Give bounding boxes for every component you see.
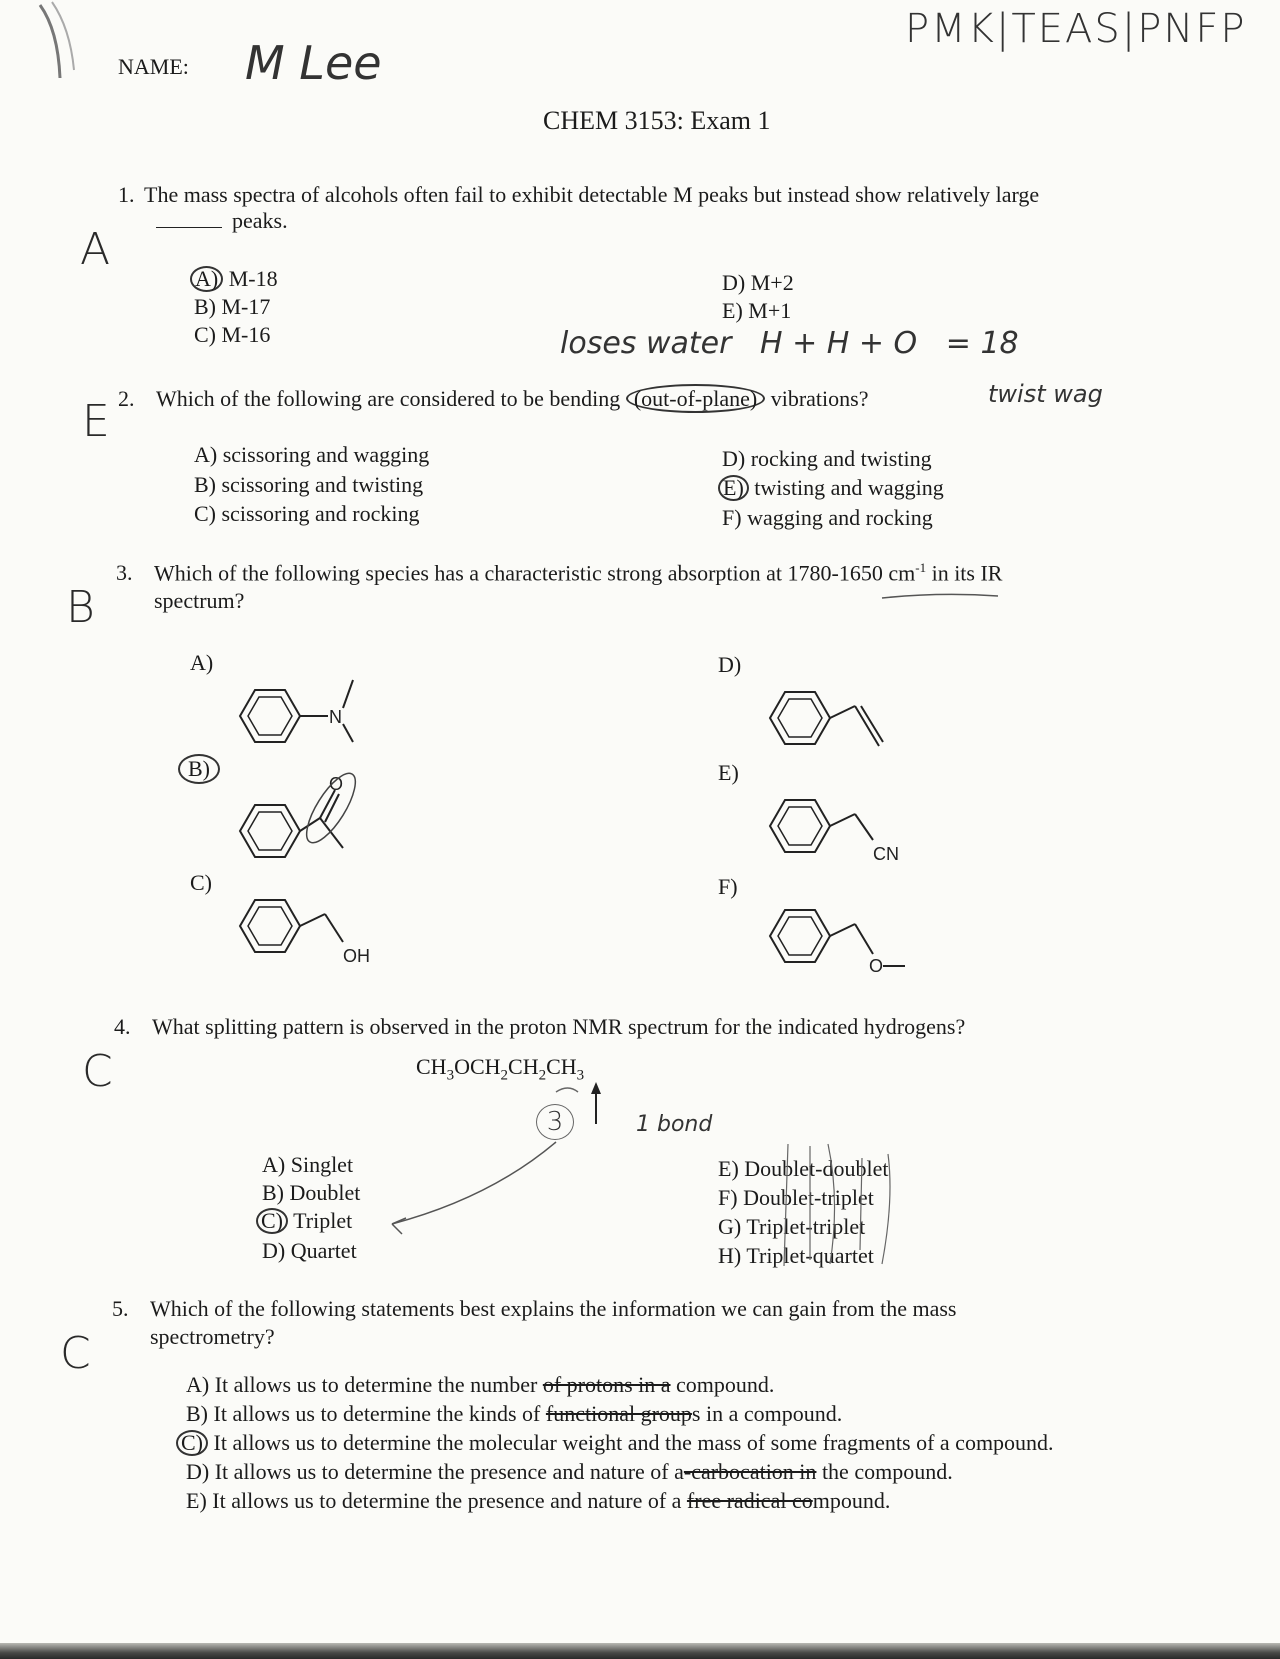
q2-text-highlight: (out-of-plane) bbox=[626, 384, 765, 413]
q1-option-b[interactable] bbox=[194, 292, 270, 321]
q3-structure-b bbox=[225, 770, 385, 880]
q2-option-b-letter: B) bbox=[194, 472, 216, 497]
q1-option-a-text: M-18 bbox=[228, 266, 278, 291]
q2-option-c[interactable] bbox=[194, 499, 419, 528]
q3-option-a-letter[interactable]: A) bbox=[190, 650, 214, 675]
q4-pointer-line bbox=[380, 1138, 560, 1238]
q3-option-f-letter[interactable]: F) bbox=[718, 874, 738, 899]
q3-option-e-letter[interactable]: E) bbox=[718, 760, 739, 785]
q3-option-c-letter[interactable]: C) bbox=[190, 870, 212, 895]
q4-option-f-text: Doublet-triplet bbox=[743, 1185, 874, 1210]
q3-option-b-circled: B) bbox=[178, 754, 220, 784]
q2-option-f-text: wagging and rocking bbox=[747, 505, 933, 530]
q1-note: loses water H + H + O = 18 bbox=[560, 326, 1019, 361]
student-name: M Lee bbox=[245, 36, 382, 90]
q3-oh-label: OH bbox=[343, 946, 370, 966]
q4-formula-p1: CH bbox=[416, 1054, 447, 1079]
q3-carbonyl-o: O bbox=[329, 774, 344, 794]
q3-structure-e bbox=[755, 780, 915, 880]
q2-option-b[interactable] bbox=[194, 470, 423, 499]
q1-option-b-letter: B) bbox=[194, 294, 216, 319]
q4-option-b-letter: B) bbox=[262, 1180, 284, 1205]
staple-mark bbox=[30, 0, 90, 80]
q3-structure-d bbox=[755, 670, 915, 770]
q4-formula-p3: CH bbox=[508, 1054, 539, 1079]
q4-formula-p2: OCH bbox=[454, 1054, 501, 1079]
q1-option-d[interactable] bbox=[722, 268, 794, 297]
q5-number: 5. bbox=[112, 1296, 129, 1321]
grade-q1: A bbox=[80, 224, 111, 275]
q5-option-d-struck: -carbocation in bbox=[683, 1459, 817, 1484]
q2-option-f-letter: F) bbox=[722, 505, 742, 530]
q1-option-e-letter: E) bbox=[722, 298, 743, 323]
q1-option-d-letter: D) bbox=[722, 270, 746, 295]
q4-option-g-text: Triplet-triplet bbox=[746, 1214, 866, 1239]
q2-note: twist wag bbox=[988, 380, 1103, 408]
exam-title: CHEM 3153: Exam 1 bbox=[543, 106, 771, 135]
q1-option-d-text: M+2 bbox=[750, 270, 794, 295]
q4-number: 4. bbox=[114, 1014, 131, 1039]
q5-option-e-post: mpound. bbox=[812, 1488, 891, 1513]
q4-option-a[interactable] bbox=[262, 1150, 353, 1179]
grade-q5: C bbox=[60, 1328, 91, 1379]
q4-text: What splitting pattern is observed in the proton NMR spectrum for the indicated hydrogens? bbox=[152, 1014, 966, 1039]
q1-option-b-text: M-17 bbox=[221, 294, 271, 319]
q5-option-e-letter: E) bbox=[186, 1488, 207, 1513]
q5-option-a[interactable] bbox=[186, 1370, 774, 1399]
q5-option-e-text: It allows us to determine the presence and nature of a bbox=[212, 1488, 687, 1513]
q4-formula-p4: CH bbox=[546, 1054, 577, 1079]
q4-option-d-text: Quartet bbox=[290, 1238, 357, 1263]
q3-text-a: Which of the following species has a characteristic strong absorption at 1780-1650 cm bbox=[154, 560, 916, 586]
q5-option-b-text: It allows us to determine the kinds of bbox=[213, 1401, 546, 1426]
q4-option-c[interactable] bbox=[256, 1206, 352, 1235]
q4-note-bond: 1 bond bbox=[636, 1112, 713, 1137]
q4-option-f-letter: F) bbox=[718, 1185, 738, 1210]
q1-text-line1: The mass spectra of alcohols often fail to exhibit detectable M peaks but instead show relatively large bbox=[144, 182, 1040, 207]
q1-peaks-word: peaks. bbox=[232, 208, 288, 233]
q2-number: 2. bbox=[118, 386, 135, 411]
q1-option-c[interactable] bbox=[194, 320, 270, 349]
q1-blank bbox=[156, 227, 222, 228]
grade-q2: E bbox=[82, 396, 110, 447]
q5-option-a-post: compound. bbox=[670, 1372, 775, 1397]
q3-structure-a bbox=[225, 670, 385, 770]
q2-option-a-letter: A) bbox=[194, 442, 218, 467]
q1-option-e[interactable] bbox=[722, 296, 791, 325]
q2-option-a[interactable] bbox=[194, 440, 429, 469]
q4-option-c-text: Triplet bbox=[293, 1208, 353, 1233]
q3-text-line2: spectrum? bbox=[154, 588, 245, 613]
q2-text-before: Which of the following are considered to be bending bbox=[156, 386, 621, 411]
q5-option-c[interactable] bbox=[176, 1428, 1054, 1457]
q5-text-line1: Which of the following statements best explains the information we can gain from the mass bbox=[150, 1296, 957, 1321]
q5-option-d[interactable] bbox=[186, 1457, 953, 1486]
name-label: NAME: bbox=[118, 54, 189, 79]
q4-formula-s3: 2 bbox=[538, 1067, 547, 1084]
q5-option-a-struck: of protons in a bbox=[542, 1372, 671, 1397]
q1-text-line2 bbox=[156, 208, 288, 234]
q5-option-b[interactable] bbox=[186, 1399, 842, 1428]
q3-text-b: in its IR bbox=[926, 560, 1003, 586]
q2-option-d[interactable] bbox=[722, 444, 932, 473]
q5-option-d-letter: D) bbox=[186, 1459, 210, 1484]
q2-text-after: vibrations? bbox=[770, 386, 869, 411]
q4-option-c-letter: C) bbox=[256, 1208, 288, 1234]
q4-option-a-letter: A) bbox=[262, 1152, 286, 1177]
q2-option-d-text: rocking and twisting bbox=[750, 446, 932, 471]
q2-option-b-text: scissoring and twisting bbox=[221, 472, 424, 497]
q5-option-d-text: It allows us to determine the presence and nature of a bbox=[214, 1459, 684, 1484]
q4-option-h-letter: H) bbox=[718, 1243, 742, 1268]
q5-option-a-letter: A) bbox=[186, 1372, 210, 1397]
q2-option-e[interactable] bbox=[718, 473, 944, 502]
q4-option-e-letter: E) bbox=[718, 1156, 739, 1181]
q5-option-a-text: It allows us to determine the number bbox=[214, 1372, 543, 1397]
q3-structure-c bbox=[225, 880, 385, 980]
q4-formula-s1: 3 bbox=[446, 1067, 455, 1084]
q3-option-b-letter[interactable] bbox=[178, 754, 220, 784]
corner-note: PMK|TEAS|PNFP bbox=[905, 6, 1247, 52]
q5-option-d-post: the compound. bbox=[816, 1459, 953, 1484]
q5-option-b-struck: functional group bbox=[545, 1401, 692, 1426]
q1-option-c-letter: C) bbox=[194, 322, 216, 347]
q1-option-c-text: M-16 bbox=[221, 322, 271, 347]
q3-n-label: N bbox=[329, 707, 342, 727]
q1-option-a[interactable] bbox=[190, 264, 278, 293]
q2-option-e-letter: E) bbox=[718, 475, 749, 501]
q2-text bbox=[156, 386, 868, 412]
q5-option-c-letter: C) bbox=[176, 1430, 208, 1456]
q3-ether-o-label: O bbox=[869, 956, 884, 976]
q4-option-b[interactable] bbox=[262, 1178, 360, 1207]
grade-q4: C bbox=[82, 1046, 113, 1097]
q1-number: 1. bbox=[118, 182, 135, 207]
q1-option-e-text: M+1 bbox=[748, 298, 792, 323]
q4-formula-s2: 2 bbox=[500, 1067, 509, 1084]
q3-text-sup: -1 bbox=[915, 560, 927, 575]
q2-option-c-letter: C) bbox=[194, 501, 216, 526]
q5-option-e-struck: free radical co bbox=[686, 1488, 813, 1513]
grade-q3: B bbox=[66, 582, 95, 633]
q5-option-b-post: s in a compound. bbox=[691, 1401, 843, 1426]
q2-option-a-text: scissoring and wagging bbox=[222, 442, 430, 467]
q4-formula-s4: 3 bbox=[576, 1067, 585, 1084]
scan-bottom-edge bbox=[0, 1643, 1280, 1659]
q4-option-a-text: Singlet bbox=[290, 1152, 354, 1177]
q3-text-line1 bbox=[154, 560, 1002, 586]
q5-option-b-letter: B) bbox=[186, 1401, 208, 1426]
q2-option-c-text: scissoring and rocking bbox=[221, 501, 420, 526]
q4-note-count: 3 bbox=[536, 1104, 574, 1140]
q1-option-a-letter: A) bbox=[190, 266, 223, 292]
q4-option-d-letter: D) bbox=[262, 1238, 286, 1263]
q2-option-d-letter: D) bbox=[722, 446, 746, 471]
q3-underline-mark bbox=[880, 590, 1000, 604]
q4-option-e-text: Doublet-doublet bbox=[744, 1156, 889, 1181]
q5-text-line2: spectrometry? bbox=[150, 1324, 275, 1349]
q2-option-e-text: twisting and wagging bbox=[754, 475, 944, 500]
q3-structure-f bbox=[755, 890, 935, 990]
q4-scribble-lines bbox=[770, 1140, 910, 1270]
q4-option-h-text: Triplet-quartet bbox=[746, 1243, 874, 1268]
q5-option-e[interactable] bbox=[186, 1486, 890, 1515]
q3-number: 3. bbox=[116, 560, 133, 585]
q3-cn-label: CN bbox=[873, 844, 899, 864]
q5-option-c-text: It allows us to determine the molecular weight and the mass of some fragments of a compound. bbox=[213, 1430, 1054, 1455]
q4-option-d[interactable] bbox=[262, 1236, 357, 1265]
q2-option-f[interactable] bbox=[722, 503, 933, 532]
q4-option-g-letter: G) bbox=[718, 1214, 742, 1239]
q3-option-d-letter[interactable]: D) bbox=[718, 652, 742, 677]
q4-option-b-text: Doublet bbox=[289, 1180, 361, 1205]
